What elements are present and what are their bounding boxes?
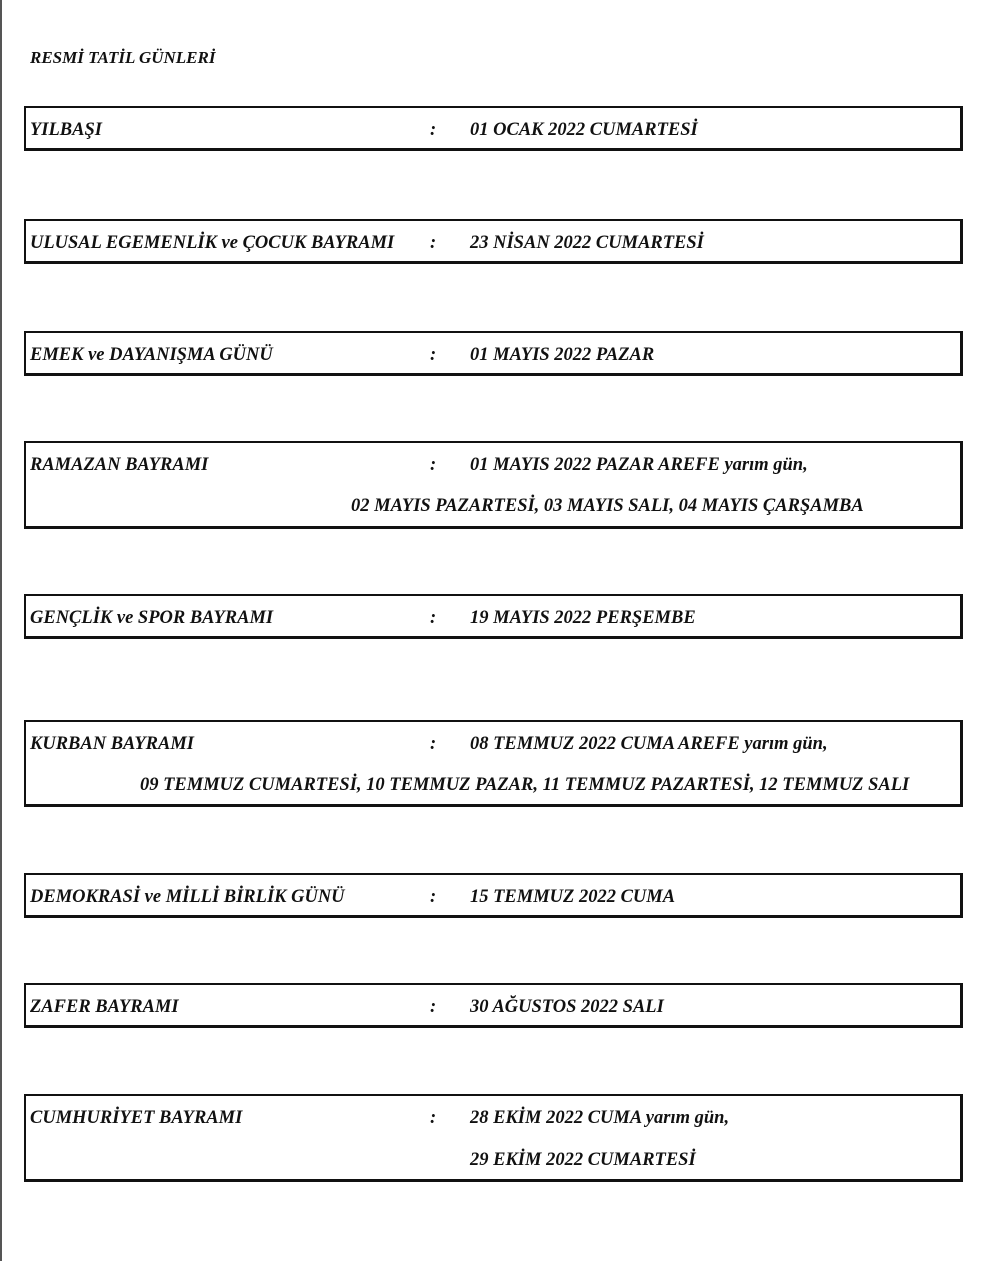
holiday-row-new-year <box>24 106 963 151</box>
holiday-row-victory <box>24 983 963 1028</box>
separator: : <box>430 997 437 1017</box>
left-border-line <box>0 0 2 1261</box>
separator: : <box>430 120 437 140</box>
holiday-name: ULUSAL EGEMENLİK ve ÇOCUK BAYRAMI <box>30 233 395 253</box>
holiday-date: 08 TEMMUZ 2022 CUMA AREFE yarım gün, <box>470 734 828 754</box>
holiday-extra-dates: 09 TEMMUZ CUMARTESİ, 10 TEMMUZ PAZAR, 11 TEMMUZ PAZARTESİ, 12 TEMMUZ SALI <box>140 775 910 795</box>
separator: : <box>430 887 437 907</box>
holiday-name: KURBAN BAYRAMI <box>30 734 194 754</box>
holiday-name: GENÇLİK ve SPOR BAYRAMI <box>30 608 274 628</box>
holiday-row-ramadan <box>24 441 963 529</box>
holiday-name: RAMAZAN BAYRAMI <box>30 455 209 475</box>
holiday-name: YILBAŞI <box>30 120 102 140</box>
holiday-date: 23 NİSAN 2022 CUMARTESİ <box>470 233 704 253</box>
holiday-extra-dates: 29 EKİM 2022 CUMARTESİ <box>470 1150 696 1170</box>
holiday-name: CUMHURİYET BAYRAMI <box>30 1108 243 1128</box>
holiday-extra-dates: 02 MAYIS PAZARTESİ, 03 MAYIS SALI, 04 MAYIS ÇARŞAMBA <box>351 496 864 516</box>
page-title: RESMİ TATİL GÜNLERİ <box>30 48 216 67</box>
holiday-date: 01 OCAK 2022 CUMARTESİ <box>470 120 698 140</box>
holiday-date: 15 TEMMUZ 2022 CUMA <box>470 887 676 907</box>
holiday-row-national-sovereignty <box>24 219 963 264</box>
holiday-name: DEMOKRASİ ve MİLLİ BİRLİK GÜNÜ <box>30 887 345 907</box>
holiday-name: ZAFER BAYRAMI <box>30 997 179 1017</box>
holiday-name: EMEK ve DAYANIŞMA GÜNÜ <box>30 345 273 365</box>
holiday-row-republic <box>24 1094 963 1182</box>
holiday-date: 30 AĞUSTOS 2022 SALI <box>470 997 664 1017</box>
separator: : <box>430 455 437 475</box>
separator: : <box>430 734 437 754</box>
separator: : <box>430 608 437 628</box>
separator: : <box>430 1108 437 1128</box>
separator: : <box>430 345 437 365</box>
holiday-row-democracy <box>24 873 963 918</box>
holiday-date: 01 MAYIS 2022 PAZAR <box>470 345 655 365</box>
holiday-date: 01 MAYIS 2022 PAZAR AREFE yarım gün, <box>470 455 808 475</box>
holiday-date: 28 EKİM 2022 CUMA yarım gün, <box>470 1108 730 1128</box>
holiday-row-labour-day <box>24 331 963 376</box>
holiday-row-sacrifice <box>24 720 963 807</box>
separator: : <box>430 233 437 253</box>
holiday-row-youth-sports <box>24 594 963 639</box>
holiday-date: 19 MAYIS 2022 PERŞEMBE <box>470 608 696 628</box>
